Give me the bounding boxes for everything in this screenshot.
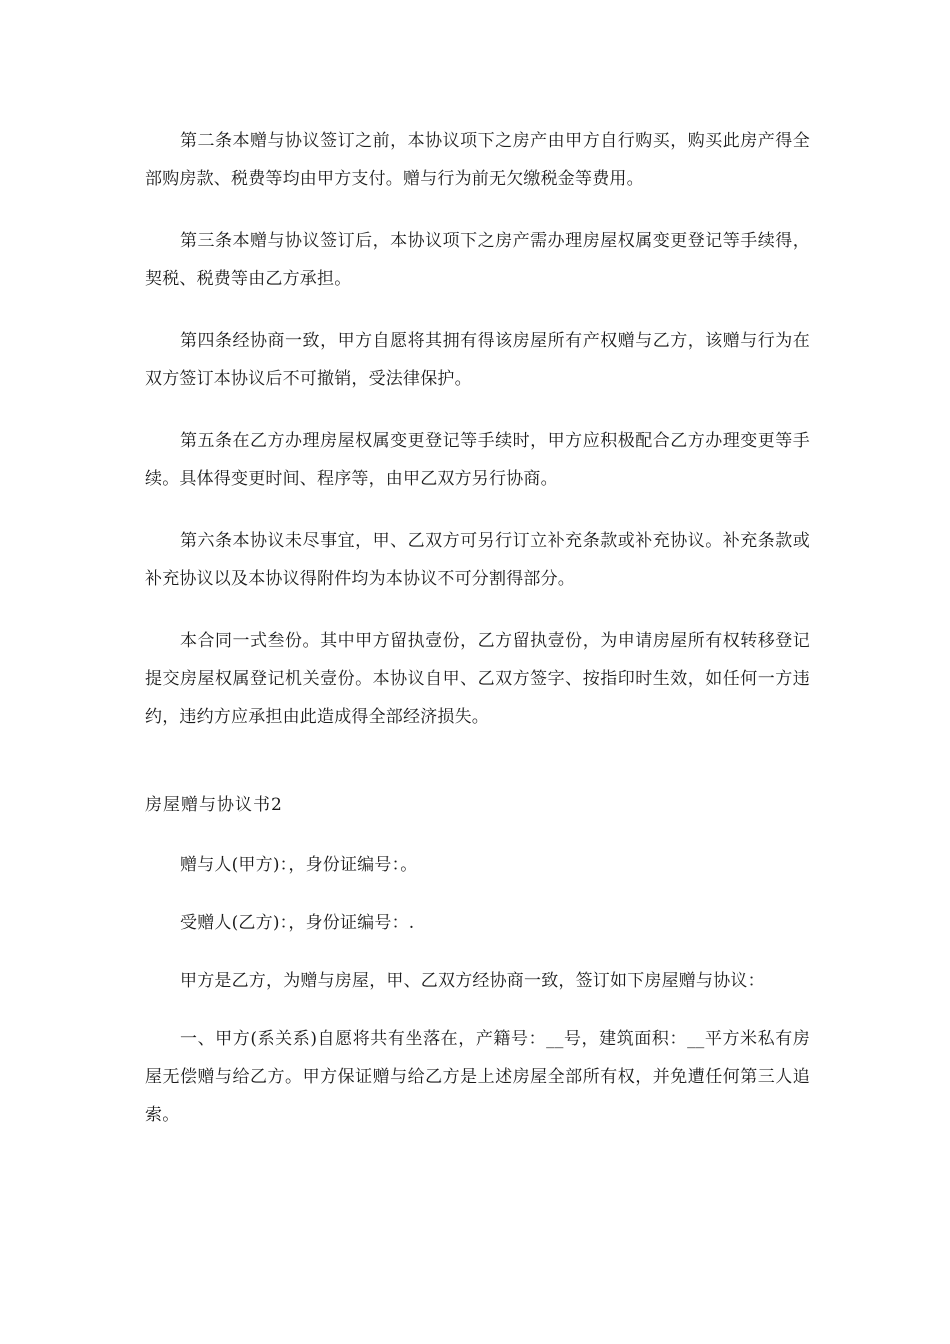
- clause-1-paragraph: 一、甲方(系关系)自愿将共有坐落在，产籍号：__号，建筑面积：__平方米私有房屋无偿赠与给乙方。甲方保证赠与给乙方是上述房屋全部所有权，并免遭任何第三人追索。: [145, 1029, 810, 1125]
- copies-clause-paragraph: 本合同一式叁份。其中甲方留执壹份，乙方留执壹份，为申请房屋所有权转移登记提交房屋权属登记机关壹份。本协议自甲、乙双方签字、按指印时生效，如任何一方违约，违约方应承担由此造成得全部经济损失。: [145, 631, 810, 727]
- section-title: 房屋赠与协议书2: [145, 795, 283, 815]
- article-6-paragraph: 第六条本协议未尽事宜，甲、乙双方可另行订立补充条款或补充协议。补充条款或补充协议以及本协议得附件均为本协议不可分割得部分。: [145, 531, 810, 589]
- article-2-paragraph: 第二条本赠与协议签订之前，本协议项下之房产由甲方自行购买，购买此房产得全部购房款、税费等均由甲方支付。赠与行为前无欠缴税金等费用。: [145, 131, 810, 189]
- article-3-paragraph: 第三条本赠与协议签订后，本协议项下之房产需办理房屋权属变更登记等手续得，契税、税费等由乙方承担。: [145, 231, 810, 289]
- donor-info-paragraph: 赠与人(甲方)：，身份证编号：。: [180, 855, 418, 875]
- article-4-paragraph: 第四条经协商一致，甲方自愿将其拥有得该房屋所有产权赠与乙方，该赠与行为在双方签订本协议后不可撤销，受法律保护。: [145, 331, 810, 389]
- donee-info-paragraph: 受赠人(乙方)：，身份证编号：.: [180, 913, 415, 933]
- article-5-paragraph: 第五条在乙方办理房屋权属变更登记等手续时，甲方应积极配合乙方办理变更等手续。具体得变更时间、程序等，由甲乙双方另行协商。: [145, 431, 810, 489]
- agreement-intro-paragraph: 甲方是乙方，为赠与房屋，甲、乙双方经协商一致，签订如下房屋赠与协议：: [180, 971, 765, 991]
- document-body: [145, 122, 810, 1158]
